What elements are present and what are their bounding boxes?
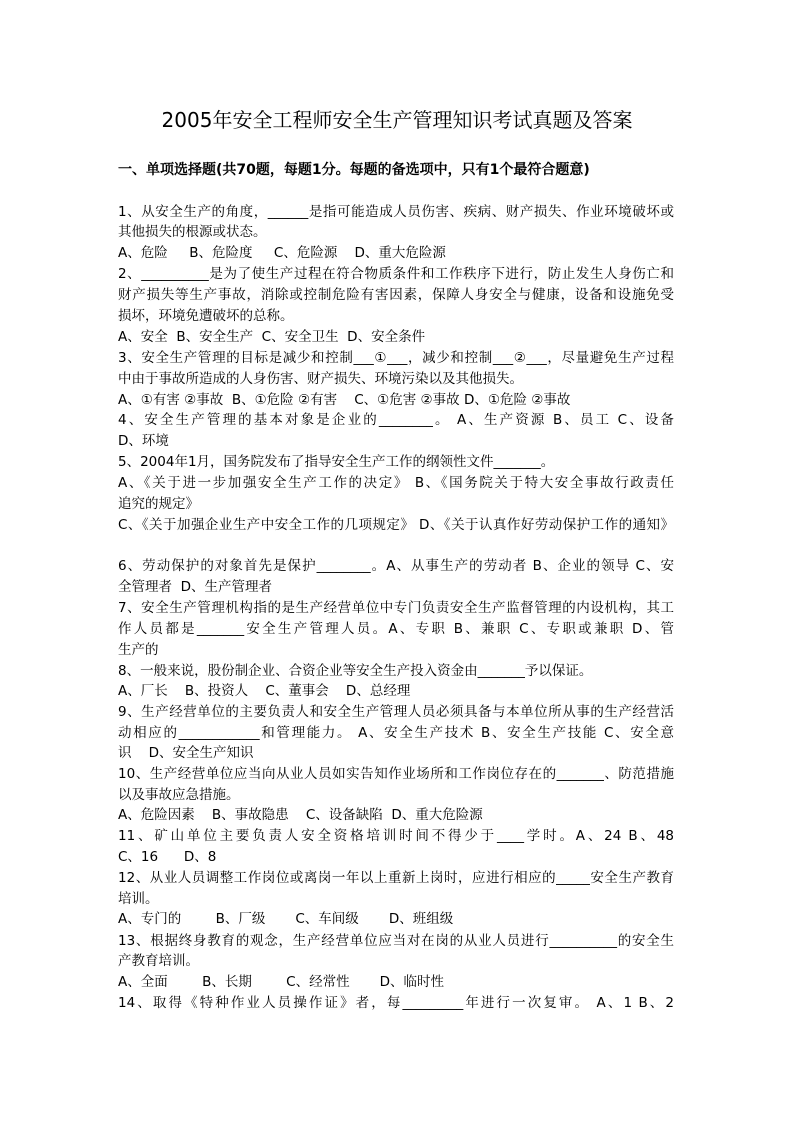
options-line: D、环境 <box>118 433 169 449</box>
question-line: 5、2004年1月，国务院发布了指导安全生产工作的纲领性文件_______。 <box>118 454 555 470</box>
options-line: C、16 D、8 <box>118 849 217 865</box>
question-line: 动相应的____________和管理能力。 A、安全生产技术 B、安全生产技能 C、安全意 <box>118 725 674 741</box>
options-line: A、危险因素 B、事故隐患 C、设备缺陷 D、重大危险源 <box>118 807 483 823</box>
question-line: 6、劳动保护的对象首先是保护________。A、从事生产的劳动者 B、企业的领导 C、安 <box>118 558 674 574</box>
options-line: A、全面 B、长期 C、经常性 D、临时性 <box>118 974 445 990</box>
options-line: 识 D、安全生产知识 <box>118 745 254 761</box>
options-line: A、安全 B、安全生产 C、安全卫生 D、安全条件 <box>118 329 426 345</box>
options-line: 生产的 <box>118 642 159 658</box>
question-line: 中由于事故所造成的人身伤害、财产损失、环境污染以及其他损失。 <box>118 371 523 387</box>
options-line: 追究的规定》 <box>118 496 199 512</box>
options-line: A、《关于进一步加强安全生产工作的决定》 B、《国务院关于特大安全事故行政责任 <box>118 475 674 491</box>
question-line: 其他损失的根源或状态。 <box>118 224 267 240</box>
question-line: 损坏，环境免遭破坏的总称。 <box>118 308 294 324</box>
question-line: 2、__________是为了使生产过程在符合物质条件和工作秩序下进行，防止发生人身伤亡和 <box>118 266 674 282</box>
question-line: 4、安全生产管理的基本对象是企业的________。 A、生产资源 B、员工 C、设备 <box>118 412 674 428</box>
question-line: 培训。 <box>118 891 159 907</box>
options-line: 全管理者 D、生产管理者 <box>118 579 272 595</box>
question-line: 12、从业人员调整工作岗位或离岗一年以上重新上岗时，应进行相应的_____安全生产教育 <box>118 870 674 886</box>
question-line: 以及事故应急措施。 <box>118 787 240 803</box>
question-line: 作人员都是_______安全生产管理人员。A、专职 B、兼职 C、专职或兼职 D、管 <box>118 621 674 637</box>
question-line: 13、根据终身教育的观念，生产经营单位应当对在岗的从业人员进行__________的安全生 <box>118 933 674 949</box>
options-line: A、厂长 B、投资人 C、董事会 D、总经理 <box>118 683 411 699</box>
question-line: 7、安全生产管理机构指的是生产经营单位中专门负责安全生产监督管理的内设机构，其工 <box>118 600 674 616</box>
question-line: 财产损失等生产事故，消除或控制危险有害因素，保障人身安全与健康，设备和设施免受 <box>118 287 674 303</box>
question-line: 1、从安全生产的角度，______是指可能造成人员伤害、疾病、财产损失、作业环境破坏或 <box>118 204 674 220</box>
options-line: C、《关于加强企业生产中安全工作的几项规定》 D、《关于认真作好劳动保护工作的通知》 <box>118 517 674 533</box>
section-heading: 一、单项选择题(共70题，每题1分。每题的备选项中，只有1个最符合题意) <box>118 162 590 178</box>
question-line: 3、安全生产管理的目标是减少和控制___①___，减少和控制___②___，尽量避免生产过程 <box>118 350 674 366</box>
question-line: 10、生产经营单位应当向从业人员如实告知作业场所和工作岗位存在的_______、防范措施 <box>118 766 674 782</box>
options-line: A、专门的 B、厂级 C、车间级 D、班组级 <box>118 911 454 927</box>
question-line: 产教育培训。 <box>118 953 199 969</box>
question-line: 9、生产经营单位的主要负责人和安全生产管理人员必须具备与本单位所从事的生产经营活 <box>118 704 674 720</box>
question-line: 14、取得《特种作业人员操作证》者，每_________年进行一次复审。 A、1 B、2 <box>118 995 674 1011</box>
options-line: A、①有害 ②事故 B、①危险 ②有害 C、①危害 ②事故 D、①危险 ②事故 <box>118 392 571 408</box>
options-line: A、危险 B、危险度 C、危险源 D、重大危险源 <box>118 245 446 261</box>
question-line: 11、矿山单位主要负责人安全资格培训时间不得少于____学时。A、24 B、48 <box>118 828 674 844</box>
question-line: 8、一般来说，股份制企业、合资企业等安全生产投入资金由_______予以保证。 <box>118 663 593 679</box>
document-title: 2005年安全工程师安全生产管理知识考试真题及答案 <box>161 108 633 132</box>
